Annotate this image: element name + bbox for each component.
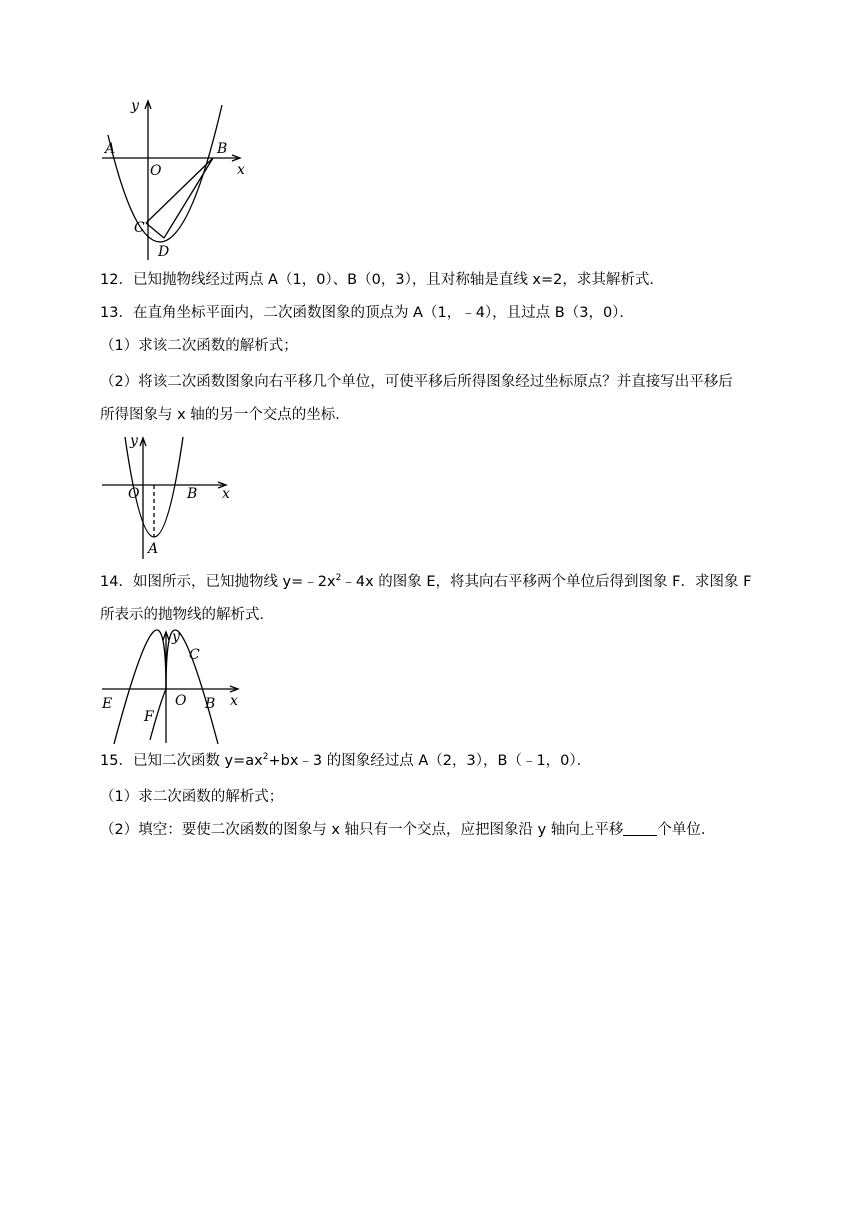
label-x: x <box>230 693 238 709</box>
parabola-e <box>114 630 166 744</box>
label-a: A <box>105 141 116 157</box>
label-x: x <box>222 486 230 502</box>
parabola <box>108 105 222 242</box>
question-13-part1: （1）求该二次函数的解析式； <box>100 338 298 354</box>
label-o: O <box>150 163 162 179</box>
question-15-part1: （1）求二次函数的解析式； <box>100 789 284 805</box>
question-14-line2: 所表示的抛物线的解析式． <box>100 607 274 623</box>
label-f: F <box>144 709 154 725</box>
question-15-stem <box>100 751 591 771</box>
label-y: y <box>172 629 180 645</box>
label-d: D <box>158 244 170 260</box>
question-13-part2-line1: （2）将该二次函数图象向右平移几个单位，可使平移后所得图象经过坐标原点？并直接写出平移后 <box>100 374 733 390</box>
segment-cd <box>146 223 164 238</box>
q15-exponent: 2 <box>262 752 269 762</box>
question-12: 12．已知抛物线经过两点 A（1，0）、B（0，3），且对称轴是直线 x=2，求其解析式． <box>100 272 664 288</box>
question-14-line1 <box>100 572 751 592</box>
question-13-stem: 13．在直角坐标平面内，二次函数图象的顶点为 A（1，﹣4），且过点 B（3，0）． <box>100 305 634 321</box>
question-15-part2 <box>100 820 715 840</box>
label-a: A <box>148 541 159 557</box>
q14-text-a: 14．如图所示，已知抛物线 y=﹣2x <box>100 574 336 590</box>
label-x: x <box>237 162 245 178</box>
label-b: B <box>217 141 228 157</box>
q14-text-b: ﹣4x 的图象 E，将其向右平移两个单位后得到图象 F．求图象 F <box>341 574 752 590</box>
label-c: C <box>189 647 200 663</box>
q15-text-a: 15．已知二次函数 y=ax <box>100 753 263 769</box>
label-e: E <box>102 696 113 712</box>
label-y: y <box>131 98 139 114</box>
label-b: B <box>187 486 198 502</box>
label-b: B <box>205 696 216 712</box>
figure-parabola-triangle <box>100 95 260 265</box>
question-13-part2-line2: 所得图象与 x 轴的另一个交点的坐标． <box>100 407 350 423</box>
label-o: O <box>128 486 140 502</box>
label-o: O <box>175 693 187 709</box>
answer-blank[interactable] <box>623 821 657 836</box>
label-y: y <box>130 433 138 449</box>
q15-part2-text-b: 个单位． <box>657 822 716 838</box>
figure-two-parabolas <box>100 628 250 748</box>
label-c: C <box>134 220 145 236</box>
q15-text-b: +bx﹣3 的图象经过点 A（2，3），B（﹣1，0）． <box>268 753 592 769</box>
figure-parabola-vertex <box>100 432 240 564</box>
q15-part2-text-a: （2）填空：要使二次函数的图象与 x 轴只有一个交点，应把图象沿 y 轴向上平移 <box>100 822 624 838</box>
q14-exponent: 2 <box>335 573 342 583</box>
